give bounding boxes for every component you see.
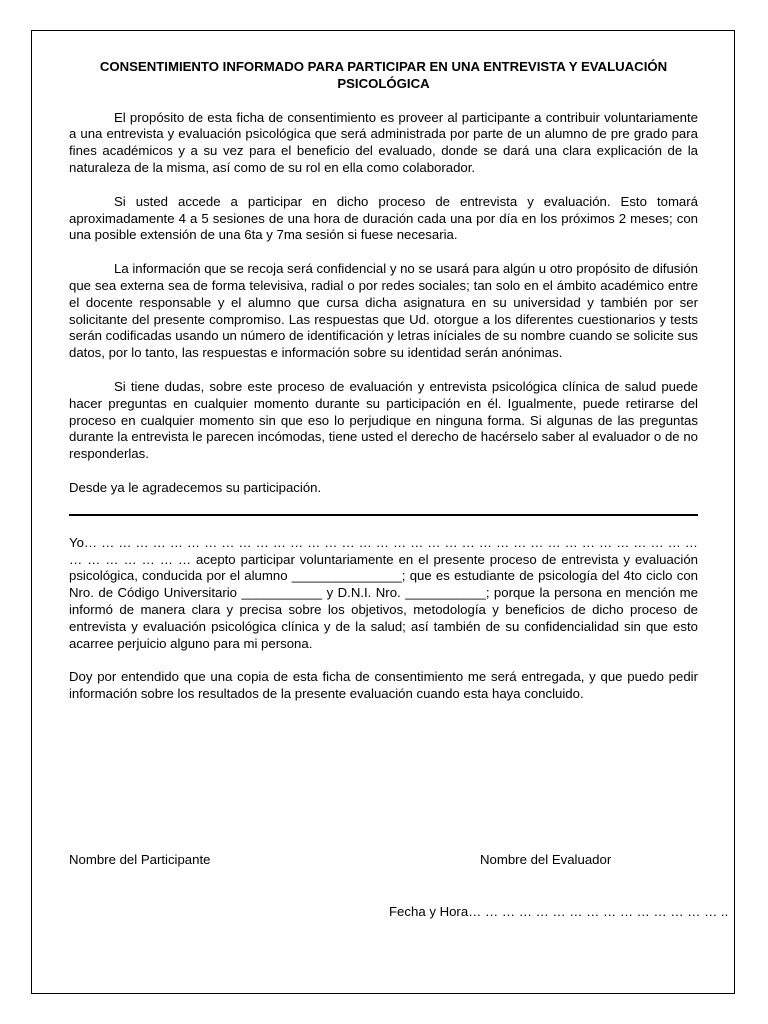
document-body [69, 59, 698, 720]
section-divider [69, 514, 698, 516]
participant-name-label: Nombre del Participante [69, 852, 211, 867]
paragraph-purpose: El propósito de esta ficha de consentimiento es proveer al participante a contribuir voluntariamente a una entrevista y evaluación psicológica que será administrada por parte de un alumno de pre grado para fines académicos y a su vez para el beneficio del evaluado, donde se dará una clara explicación de la naturaleza de la misma, así como de su rol en ella como colaborador. [69, 109, 698, 175]
paragraph-sessions: Si usted accede a participar en dicho proceso de entrevista y evaluación. Esto tomará aproximadamente 4 a 5 sesiones de una hora de duración cada una por día en los próximos 2 meses; con una posible extensión de una 6ta y 7ma sesión si fuese necesaria. [69, 193, 698, 243]
evaluator-name-label: Nombre del Evaluador [480, 852, 612, 867]
copy-statement: Doy por entendido que una copia de esta ficha de consentimiento me será entregada, y que puedo pedir información sobre los resultados de la presente evaluación cuando esta haya concluido. [69, 669, 698, 702]
paragraph-questions: Si tiene dudas, sobre este proceso de evaluación y entrevista psicológica clínica de salud puede hacer preguntas en cualquier momento durante su participación en él. Igualmente, puede retirarse del proceso en cualquier momento sin que eso lo perjudique en ninguna forma. Si algunas de las preguntas durante la entrevista le parecen incómodas, tiene usted el derecho de hacérselo saber al evaluador o de no responderlas. [69, 378, 698, 462]
consent-statement: Yo… … … … … … … … … … … … … … … … … … … … … … … … … … … … … … … … … … … … … … … … … … … acepto participar voluntariamente en el presente proceso de entrevista y evaluación psicológica, conducida por el alumno _______________; que es estudiante de psicología del 4to ciclo con Nro. de Código Universitario ___________ y D.N.I. Nro. ___________; porque la persona en mención me informó de manera clara y precisa sobre los objetivos, metodología y beneficios de dicho proceso de entrevista y evaluación psicológica clínica y de la salud; así también de su confidencialidad sin que esto acarree perjuicio alguno para mi persona. [69, 534, 698, 651]
document-title: CONSENTIMIENTO INFORMADO PARA PARTICIPAR EN UNA ENTREVISTA Y EVALUACIÓN PSICOLÓGICA [99, 59, 668, 91]
date-time-line: Fecha y Hora… … … … … … … … … … … … … … … .. [389, 904, 729, 919]
thanks-text: Desde ya le agradecemos su participación. [69, 479, 322, 495]
paragraph-confidentiality: La información que se recoja será confidencial y no se usará para algún u otro propósito de difusión que sea externa sea de forma televisiva, radial o por redes sociales; tan solo en el ámbito académico entre el docente responsable y el alumno que cursa dicha asignatura en su universidad y también por ser solicitante del presente compromiso. Las respuestas que Ud. otorgue a los diferentes cuestionarios y tests serán codificadas usando un número de identificación y letras iníciales de su nombre cuando se solicite sus datos, por lo tanto, las respuestas e información sobre su identidad serán anónimas. [69, 261, 698, 361]
